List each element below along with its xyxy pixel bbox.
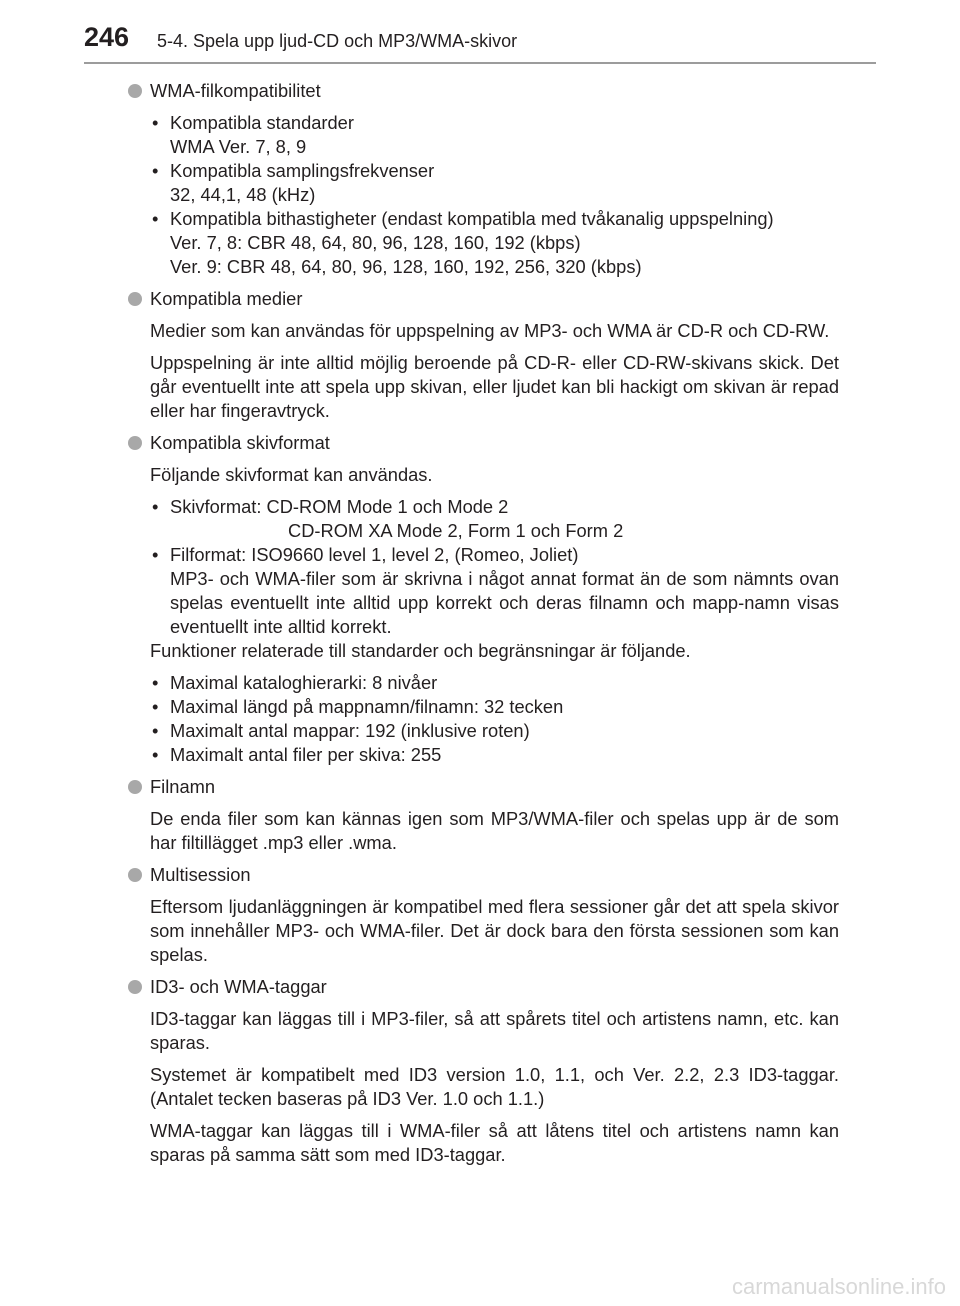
paragraph: Systemet är kompatibelt med ID3 version 1.0, 1.1, och Ver. 2.2, 2.3 ID3-taggar. (Antalet tecken baseras på ID3 Ver. 1.0 och 1.1.) <box>150 1064 839 1109</box>
heading-text: ID3- och WMA-taggar <box>150 976 327 997</box>
list-item <box>150 719 839 743</box>
circle-bullet-icon <box>128 868 142 882</box>
page-number: 246 <box>84 22 130 52</box>
page-header <box>0 0 960 72</box>
circle-bullet-icon <box>128 84 142 98</box>
header-divider <box>84 62 876 64</box>
page-content <box>126 79 839 1175</box>
list-item-subtext: Ver. 7, 8: CBR 48, 64, 80, 96, 128, 160, 192 (kbps) <box>170 232 581 253</box>
bullet-list <box>150 671 839 767</box>
bullet-icon: • <box>152 696 159 717</box>
bullet-icon: • <box>152 720 159 741</box>
section-heading <box>126 79 839 103</box>
bullet-icon: • <box>152 544 159 565</box>
circle-bullet-icon <box>128 292 142 306</box>
list-item <box>150 743 839 767</box>
watermark: carmanualsonline.info <box>731 1274 946 1299</box>
list-item <box>150 695 839 719</box>
list-item-text: Maximalt antal filer per skiva: 255 <box>170 744 442 765</box>
heading-text: WMA-filkompatibilitet <box>150 80 321 101</box>
bullet-icon: • <box>152 672 159 693</box>
list-item <box>150 543 839 639</box>
list-item-subtext: 32, 44,1, 48 (kHz) <box>170 184 316 205</box>
paragraph: De enda filer som kan kännas igen som MP3/WMA-filer och spelas upp är de som har filtillägget .mp3 eller .wma. <box>150 808 839 853</box>
paragraph: Eftersom ljudanläggningen är kompatibel med flera sessioner går det att spela skivor som innehåller MP3- och WMA-filer. Det är dock bara den första sessionen som kan spelas. <box>150 896 839 965</box>
heading-text: Filnamn <box>150 776 216 797</box>
list-item-text: Maximal längd på mappnamn/filnamn: 32 tecken <box>170 696 564 717</box>
circle-bullet-icon <box>128 436 142 450</box>
list-item <box>150 111 839 159</box>
section-heading <box>126 775 839 799</box>
disc-format-value: CD-ROM XA Mode 2, Form 1 och Form 2 <box>288 520 624 541</box>
section-heading <box>126 431 839 455</box>
list-item-subtext: MP3- och WMA-filer som är skrivna i något annat format än de som nämnts ovan spelas eventuellt inte alltid upp korrekt och deras filnamn och mapp-namn visas eventuellt inte alltid korrekt. <box>170 568 839 637</box>
bullet-icon: • <box>152 744 159 765</box>
list-item <box>150 207 839 279</box>
bullet-icon: • <box>152 160 159 181</box>
list-item <box>150 671 839 695</box>
disc-format-value: CD-ROM Mode 1 och Mode 2 <box>266 496 509 517</box>
paragraph: ID3-taggar kan läggas till i MP3-filer, så att spårets titel och artistens namn, etc. kan sparas. <box>150 1008 839 1053</box>
section-heading <box>126 975 839 999</box>
list-item-text: Kompatibla bithastigheter (endast kompatibla med tvåkanalig uppspelning) <box>170 208 774 229</box>
list-item-text: Kompatibla standarder <box>170 112 354 133</box>
circle-bullet-icon <box>128 780 142 794</box>
section-filenames <box>126 775 839 855</box>
heading-text: Kompatibla medier <box>150 288 303 309</box>
list-item <box>150 159 839 207</box>
section-multisession <box>126 863 839 967</box>
section-compatible-media <box>126 287 839 423</box>
list-item-text: Filformat: ISO9660 level 1, level 2, (Romeo, Joliet) <box>170 544 579 565</box>
paragraph: Funktioner relaterade till standarder och begränsningar är följande. <box>150 640 691 661</box>
bullet-list <box>150 495 839 639</box>
section-disc-formats <box>126 431 839 767</box>
list-item-subtext: WMA Ver. 7, 8, 9 <box>170 136 307 157</box>
bullet-list <box>150 111 839 279</box>
chapter-title: 5-4. Spela upp ljud-CD och MP3/WMA-skivor <box>157 31 518 51</box>
list-item-text: Maximalt antal mappar: 192 (inklusive roten) <box>170 720 530 741</box>
bullet-icon: • <box>152 496 159 517</box>
list-item-text: Kompatibla samplingsfrekvenser <box>170 160 435 181</box>
paragraph: Medier som kan användas för uppspelning av MP3- och WMA är CD-R och CD-RW. <box>150 320 830 341</box>
paragraph: Följande skivformat kan användas. <box>150 464 433 485</box>
paragraph: WMA-taggar kan läggas till i WMA-filer så att låtens titel och artistens namn kan sparas på samma sätt som med ID3-taggar. <box>150 1120 839 1165</box>
section-heading <box>126 287 839 311</box>
list-item-subtext: Ver. 9: CBR 48, 64, 80, 96, 128, 160, 192, 256, 320 (kbps) <box>170 256 642 277</box>
heading-text: Multisession <box>150 864 251 885</box>
disc-format-row <box>170 495 839 519</box>
section-heading <box>126 863 839 887</box>
list-item <box>150 495 839 543</box>
disc-format-label: Skivformat: <box>170 496 267 517</box>
heading-text: Kompatibla skivformat <box>150 432 330 453</box>
list-item-text: Maximal kataloghierarki: 8 nivåer <box>170 672 438 693</box>
paragraph: Uppspelning är inte alltid möjlig beroende på CD-R- eller CD-RW-skivans skick. Det går eventuellt inte att spela upp skivan, eller ljudet kan bli hackigt om skivan är repad eller har fingeravtryck. <box>150 352 839 421</box>
bullet-icon: • <box>152 112 159 133</box>
bullet-icon: • <box>152 208 159 229</box>
section-id3-wma-tags <box>126 975 839 1167</box>
section-wma-compat <box>126 79 839 279</box>
circle-bullet-icon <box>128 980 142 994</box>
